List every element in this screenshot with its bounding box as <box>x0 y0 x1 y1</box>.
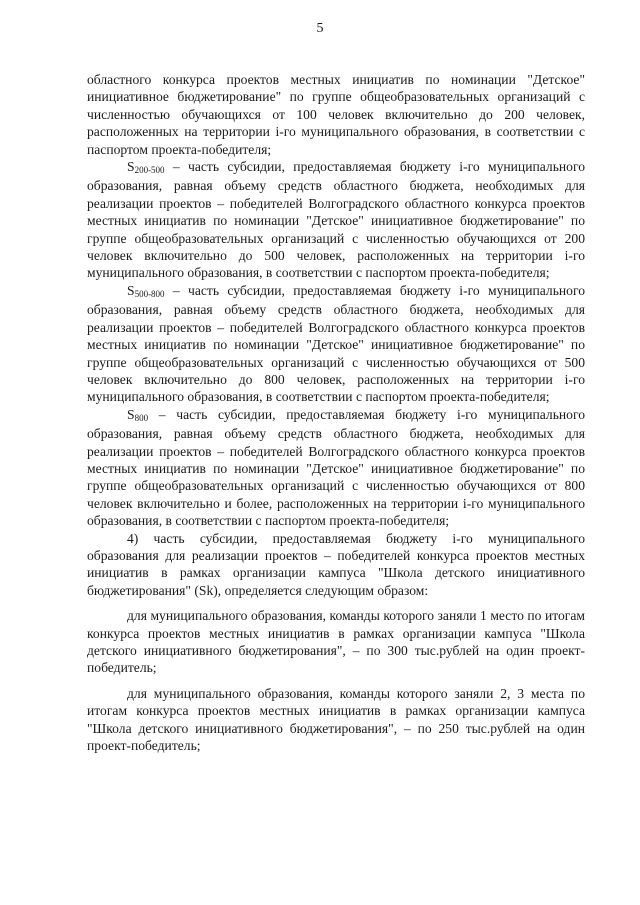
symbol-subscript: 800 <box>134 412 149 423</box>
page-number: 5 <box>316 21 324 36</box>
paragraph-text: – часть субсидии, предоставляемая бюджету i-го муниципального образования, равная объему средств областного бюджета, необходимых для реализации проектов – победителей Волгоградского областного конкурса проектов местных инициатив по номинации "Детское" инициативное бюджетирование" по группе общеобразовательных организаций с численностью обучающихся от 200 человек включительно до 500 человек, расположенных на территории i-го муниципального образования, в соответствии с паспортом проекта-победителя; <box>87 159 585 281</box>
spacer <box>87 677 585 685</box>
paragraph-second-third-place: для муниципального образования, команды которого заняли 2, 3 места по итогам конкурса проектов местных инициатив в рамках организации кампуса "Школа детского инициативного бюджетирования", – по 250 тыс.рублей на один проект-победитель; <box>87 685 585 754</box>
symbol-s: S <box>127 159 135 175</box>
symbol-subscript: 500-800 <box>134 288 165 299</box>
paragraph-continuation: областного конкурса проектов местных инициатив по номинации "Детское" инициативное бюджетирование" по группе общеобразовательных организаций с численностью обучающихся от 100 человек включительно до 200 человек, расположенных на территории i-го муниципального образования, в соответствии с паспортом проекта-победителя; <box>87 72 585 157</box>
paragraph-first-place: для муниципального образования, команды которого заняли 1 место по итогам конкурса проектов местных инициатив в рамках организации кампуса "Школа детского инициативного бюджетирования", – по 300 тыс.рублей на один проект-победитель; <box>87 608 585 676</box>
paragraph-text: – часть субсидии, предоставляемая бюджету i-го муниципального образования, равная объему средств областного бюджета, необходимых для реализации проектов – победителей Волгоградского областного конкурса проектов местных инициатив по номинации "Детское" инициативное бюджетирование" по группе общеобразовательных организаций с численностью обучающихся от 500 человек включительно до 800 человек, расположенных на территории i-го муниципального образования, в соответствии с паспортом проекта-победителя; <box>87 282 585 405</box>
symbol-s: S <box>127 406 135 422</box>
paragraph-item-4: 4) часть субсидии, предоставляемая бюджету i-го муниципального образования для реализации проектов – победителей конкурса проектов местных инициатив в рамках организации кампуса "Школа детского инициативного бюджетирования" (Sk), определяется следующим образом: <box>87 530 585 598</box>
symbol-s: S <box>127 282 135 298</box>
symbol-subscript: 200-500 <box>134 165 165 176</box>
paragraph-s200-500 <box>87 158 585 282</box>
paragraph-s500-800 <box>87 282 585 406</box>
document-body <box>87 71 585 754</box>
spacer <box>87 599 585 607</box>
paragraph-text: – часть субсидии, предоставляемая бюджету i-го муниципального образования, равная объему средств областного бюджета, необходимых для реализации проектов – победителей Волгоградского областного конкурса проектов местных инициатив по номинации "Детское" инициативное бюджетирование" по группе общеобразовательных организаций с численностью обучающихся от 800 человек включительно и более, расположенных на территории i-го муниципального образования, в соответствии с паспортом проекта-победителя; <box>87 406 585 529</box>
paragraph-s800 <box>87 406 585 530</box>
